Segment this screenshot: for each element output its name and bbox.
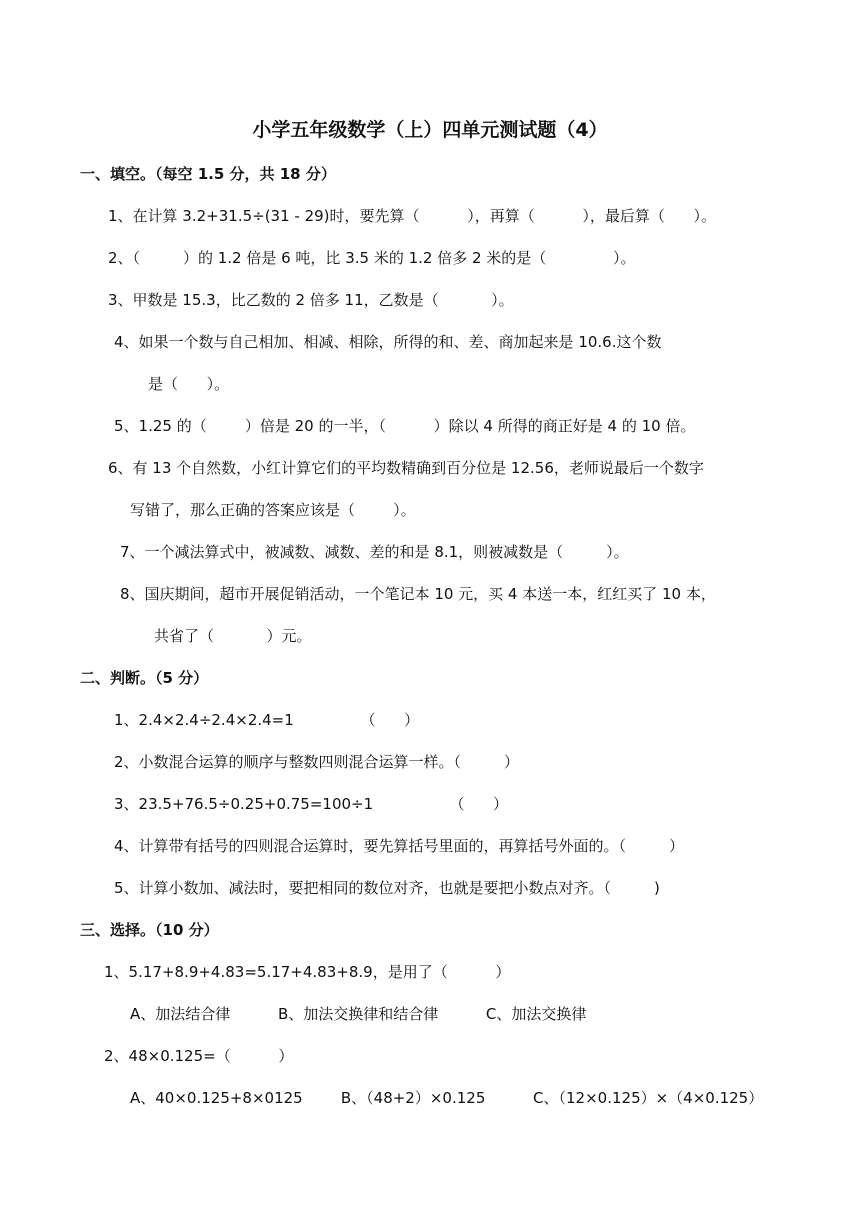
question-line: 5、1.25 的（ ）倍是 20 的一半，（ ）除以 4 所得的商正好是 4 的 10 倍。 <box>114 417 696 435</box>
question-line: 2、48×0.125=（ ） <box>104 1047 294 1065</box>
question-line-continued: 写错了，那么正确的答案应该是（ ）。 <box>130 501 416 519</box>
page-title: 小学五年级数学（上）四单元测试题（4） <box>252 119 608 141</box>
answer-options: A、40×0.125+8×0125 B、（48+2）×0.125 C、（12×0.125）×（4×0.125） <box>130 1089 764 1107</box>
question-line: 2、（ ）的 1.2 倍是 6 吨，比 3.5 米的 1.2 倍多 2 米的是（ ）。 <box>108 249 636 267</box>
question-line: 1、2.4×2.4÷2.4×2.4=1 （ ） <box>114 711 420 729</box>
question-line: 4、计算带有括号的四则混合运算时，要先算括号里面的，再算括号外面的。（ ） <box>114 837 684 855</box>
question-line: 4、如果一个数与自己相加、相减、相除，所得的和、差、商加起来是 10.6.这个数 <box>114 333 662 351</box>
section-heading-multiple-choice: 三、选择。（10 分） <box>80 921 219 939</box>
section-heading-fill-in: 一、填空。（每空 1.5 分，共 18 分） <box>80 165 336 183</box>
answer-options: A、加法结合律 B、加法交换律和结合律 C、加法交换律 <box>130 1005 587 1023</box>
question-line: 7、一个减法算式中，被减数、减数、差的和是 8.1，则被减数是（ ）。 <box>120 543 629 561</box>
section-heading-true-false: 二、判断。（5 分） <box>80 669 209 687</box>
question-line: 3、甲数是 15.3，比乙数的 2 倍多 11，乙数是（ ）。 <box>108 291 514 309</box>
question-line: 5、计算小数加、减法时，要把相同的数位对齐，也就是要把小数点对齐。（ ) <box>114 879 660 897</box>
question-line: 3、23.5+76.5÷0.25+0.75=100÷1 （ ） <box>114 795 509 813</box>
question-line: 2、小数混合运算的顺序与整数四则混合运算一样。（ ） <box>114 753 519 771</box>
question-line: 1、在计算 3.2+31.5÷(31 - 29)时，要先算（ ），再算（ ），最后算（ ）。 <box>108 207 717 225</box>
question-line-continued: 共省了（ ）元。 <box>154 627 312 645</box>
question-line: 6、有 13 个自然数，小红计算它们的平均数精确到百分位是 12.56，老师说最后一个数字 <box>108 459 704 477</box>
question-line-continued: 是（ ）。 <box>148 375 230 393</box>
question-line: 1、5.17+8.9+4.83=5.17+4.83+8.9，是用了（ ） <box>104 963 511 981</box>
question-line: 8、国庆期间，超市开展促销活动，一个笔记本 10 元，买 4 本送一本，红红买了 10 本， <box>120 585 716 603</box>
